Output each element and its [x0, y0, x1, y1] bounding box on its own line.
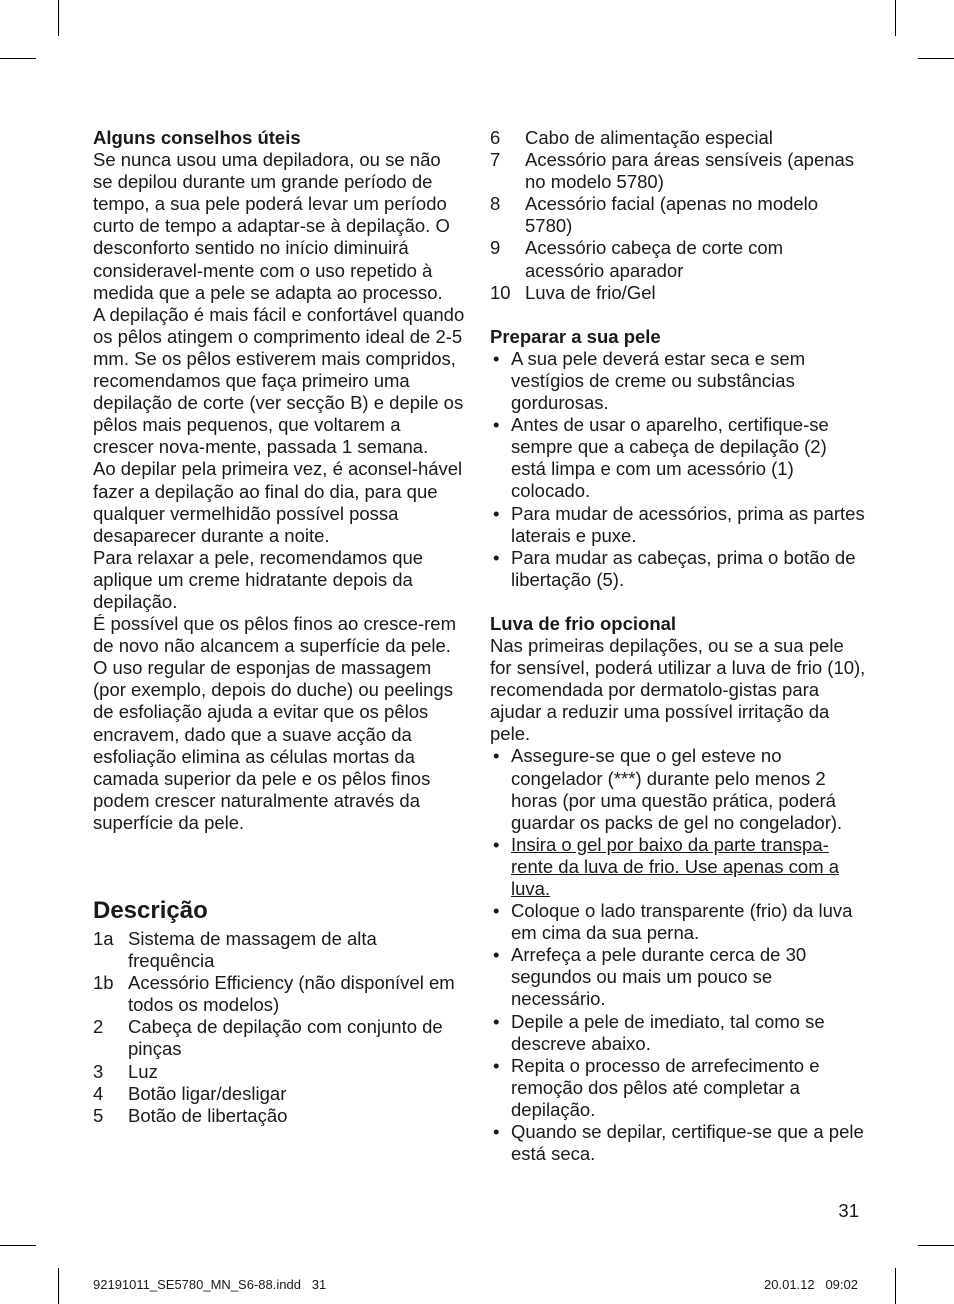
crop-mark	[918, 1245, 954, 1246]
bullet-icon: •	[493, 944, 500, 966]
item-number: 4	[93, 1082, 104, 1104]
glove-list	[490, 745, 866, 1165]
prepare-heading: Preparar a sua pele	[490, 325, 661, 347]
crop-mark	[0, 1245, 36, 1246]
bullet-icon: •	[493, 1054, 500, 1076]
list-item	[490, 282, 866, 304]
item-number: 9	[490, 237, 501, 259]
bullet-icon: •	[493, 546, 500, 568]
item-number: 2	[93, 1016, 104, 1038]
item-number: 3	[93, 1060, 104, 1082]
item-text: Luz	[128, 1060, 158, 1082]
list-item	[93, 1061, 465, 1083]
bullet-text: Antes de usar o aparelho, certifique-se sempre que a cabeça de depilação (2) está limpa e com um acessório (1) colocado.	[511, 414, 829, 502]
bullet-icon: •	[493, 1121, 500, 1143]
left-column	[93, 127, 465, 1127]
tips-paragraph: Para relaxar a pele, recomendamos que aplique um creme hidratante depois da depilação.	[93, 546, 424, 612]
list-item	[93, 1083, 465, 1105]
bullet-text: Assegure-se que o gel esteve no congelador (***) durante pelo menos 2 horas (por uma questão prática, poderá guardar os packs de gel no congelador).	[511, 745, 843, 833]
crop-mark	[58, 1268, 59, 1304]
item-text: Cabo de alimentação especial	[525, 127, 773, 148]
description-heading: Descrição	[93, 897, 208, 924]
glove-intro: Nas primeiras depilações, ou se a sua pele for sensível, poderá utilizar a luva de frio (10), recomendada por dermatolo-gistas para ajudar a reduzir uma possível irritação da pele.	[490, 634, 866, 745]
item-text: Botão de libertação	[128, 1104, 288, 1126]
glove-heading: Luva de frio opcional	[490, 612, 677, 634]
bullet-icon: •	[493, 833, 500, 855]
list-item	[490, 149, 866, 193]
right-column	[490, 127, 866, 1165]
item-number: 1b	[93, 972, 114, 994]
bullet-item	[490, 944, 866, 1010]
bullet-text: A sua pele deverá estar seca e sem vestígios de creme ou substâncias gordurosas.	[511, 347, 806, 414]
bullet-icon: •	[493, 502, 500, 524]
tips-paragraph: Se nunca usou uma depiladora, ou se não se depilou durante um grande período de tempo, a sua pele poderá levar um período curto de tempo a adaptar-se à depilação. O desconforto sentido no início diminuirá consideravel-mente com o uso repetido à medida que a pele se adapta ao processo.	[93, 149, 450, 303]
list-item	[490, 193, 866, 237]
bullet-item	[490, 348, 866, 414]
bullet-item	[490, 503, 866, 547]
bullet-icon: •	[493, 414, 500, 436]
item-number: 1a	[93, 928, 114, 949]
footer-filename: 92191011_SE5780_MN_S6-88.indd 31	[93, 1277, 327, 1292]
bullet-text: Coloque o lado transparente (frio) da luva em cima da sua perna.	[511, 900, 853, 944]
bullet-text-underlined: Insira o gel por baixo da parte transpa-rente da luva de frio. Use apenas com a luva.	[511, 833, 840, 899]
tips-paragraph: Ao depilar pela primeira vez, é aconsel-hável fazer a depilação ao final do dia, para que qualquer vermelhidão possível possa desaparecer durante a noite.	[93, 458, 463, 546]
list-item	[490, 127, 866, 149]
item-text: Acessório cabeça de corte com acessório aparador	[525, 237, 784, 281]
crop-mark	[895, 0, 896, 36]
bullet-icon: •	[493, 745, 500, 767]
tips-paragraph: A depilação é mais fácil e confortável quando os pêlos atingem o comprimento ideal de 2-5 mm. Se os pêlos estiverem mais compridos, recomendamos que faça primeiro uma depilação de corte (ver secção B) e depile os pêlos mais pequenos, que voltarem a crescer nova-mente, passada 1 semana.	[93, 303, 465, 458]
bullet-text: Depile a pele de imediato, tal como se descreve abaixo.	[511, 1010, 825, 1054]
item-text: Cabeça de depilação com conjunto de pinças	[128, 1016, 443, 1060]
bullet-item	[490, 745, 866, 833]
bullet-item	[490, 414, 866, 502]
bullet-text: Para mudar de acessórios, prima as partes laterais e puxe.	[511, 502, 865, 546]
item-number: 6	[490, 127, 501, 148]
bullet-icon: •	[493, 900, 500, 922]
item-number: 7	[490, 149, 501, 171]
bullet-item	[490, 547, 866, 591]
item-number: 10	[490, 281, 511, 303]
bullet-text: Para mudar as cabeças, prima o botão de libertação (5).	[511, 546, 856, 590]
bullet-text: Arrefeça a pele durante cerca de 30 segundos ou mais um pouco se necessário.	[511, 944, 807, 1010]
bullet-item	[490, 1011, 866, 1055]
list-item	[93, 1105, 465, 1127]
description-list-continued	[490, 127, 866, 304]
item-text: Acessório para áreas sensíveis (apenas no modelo 5780)	[525, 149, 855, 193]
bullet-text: Quando se depilar, certifique-se que a pele está seca.	[511, 1121, 864, 1165]
list-item	[93, 972, 465, 1016]
item-number: 8	[490, 193, 501, 215]
item-text: Sistema de massagem de alta frequência	[128, 928, 377, 972]
item-text: Luva de frio/Gel	[525, 281, 656, 303]
item-text: Acessório Efficiency (não disponível em todos os modelos)	[128, 972, 455, 1016]
crop-mark	[895, 1268, 896, 1304]
bullet-item	[490, 900, 866, 944]
page-number: 31	[838, 1200, 859, 1221]
item-text: Botão ligar/desligar	[128, 1082, 287, 1104]
item-number: 5	[93, 1104, 104, 1126]
prepare-list	[490, 348, 866, 591]
bullet-item	[490, 1121, 866, 1165]
list-item	[93, 928, 465, 972]
crop-mark	[58, 0, 59, 36]
bullet-text: Repita o processo de arrefecimento e remoção dos pêlos até completar a depilação.	[511, 1054, 820, 1120]
crop-mark	[0, 58, 36, 59]
description-list	[93, 928, 465, 1127]
bullet-icon: •	[493, 347, 500, 369]
bullet-icon: •	[493, 1010, 500, 1032]
footer-timestamp: 20.01.12 09:02	[764, 1277, 858, 1292]
crop-mark	[918, 58, 954, 59]
tips-heading: Alguns conselhos úteis	[93, 127, 301, 148]
list-item	[490, 237, 866, 281]
list-item	[93, 1016, 465, 1060]
bullet-item	[490, 1055, 866, 1121]
tips-paragraph: É possível que os pêlos finos ao cresce-rem de novo não alcancem a superfície da pele. O uso regular de esponjas de massagem (por exemplo, depois do duche) ou peelings de esfoliação ajuda a evitar que os pêlos encravem, dado que a suave acção da esfoliação elimina as células mortas da camada superior da pele e os pêlos finos podem crescer naturalmente através da superfície da pele.	[93, 613, 456, 833]
bullet-item	[490, 834, 866, 900]
item-text: Acessório facial (apenas no modelo 5780)	[525, 193, 819, 237]
